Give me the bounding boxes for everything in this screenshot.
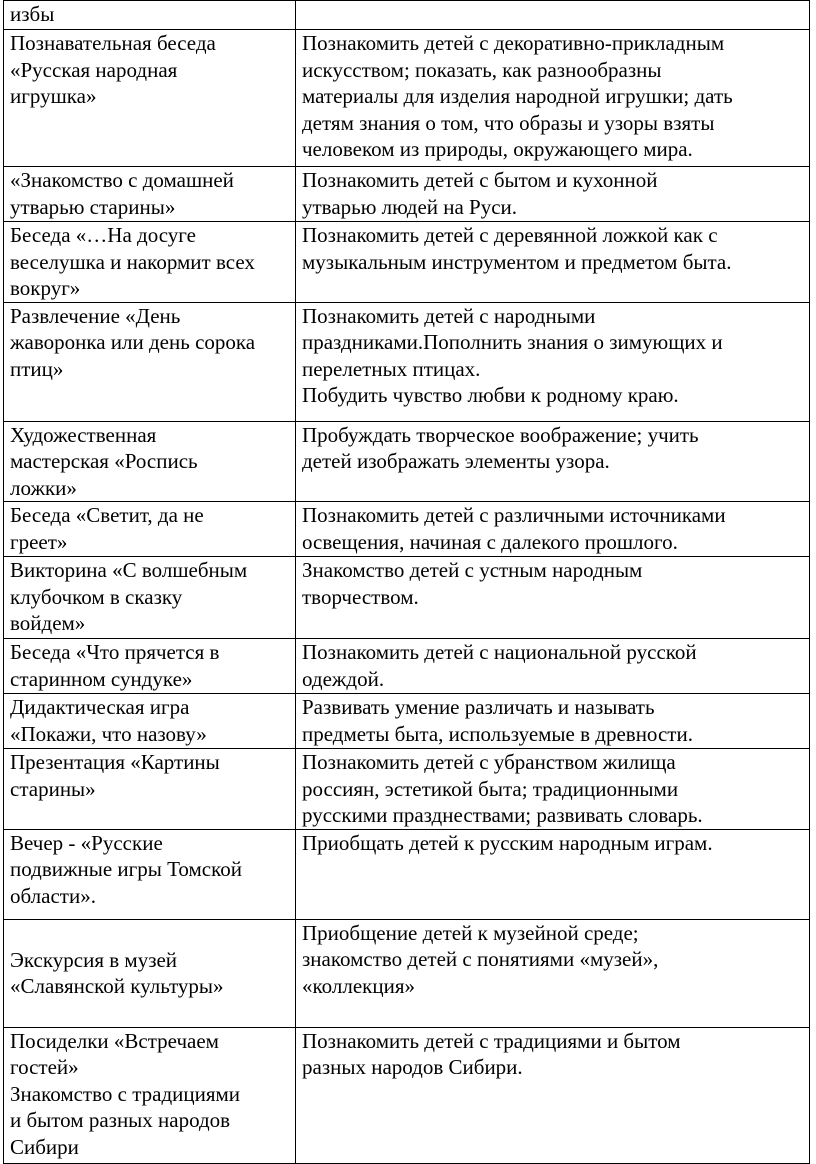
event-cell: [4, 302, 296, 421]
event-text: Беседа «Светит, да не греет»: [10, 503, 204, 554]
goal-text: Познакомить детей с национальной русской одеждой.: [302, 640, 697, 691]
event-cell: [4, 30, 296, 167]
goal-text: Пробуждать творческое воображение; учить детей изображать элементы узора.: [302, 422, 699, 473]
table-row: [4, 302, 810, 421]
event-text: Дидактическая игра «Покажи, что назову»: [10, 695, 207, 746]
goal-cell: [296, 167, 810, 222]
goal-text: Приобщать детей к русским народным играм.: [302, 830, 713, 855]
table-row: [4, 639, 810, 694]
goal-text: Познакомить детей с народными праздниками.Пополнить знания о зимующих и перелетных птицах. Побудить чувство любви к родному краю.: [302, 303, 723, 407]
table-row: [4, 502, 810, 557]
event-cell: [4, 421, 296, 502]
goal-cell: [296, 421, 810, 502]
goal-cell: [296, 919, 810, 1027]
table-row: [4, 694, 810, 749]
goal-text: Развивать умение различать и называть предметы быта, используемые в древности.: [302, 695, 693, 746]
event-text: Викторина «С волшебным клубочком в сказку войдем»: [10, 558, 248, 635]
event-cell: [4, 919, 296, 1027]
event-text: «Знакомство с домашней утварью старины»: [10, 168, 234, 219]
event-cell: [4, 167, 296, 222]
event-text: Презентация «Картины старины»: [10, 750, 220, 801]
event-cell: [4, 694, 296, 749]
goal-text: Познакомить детей с деревянной ложкой как с музыкальным инструментом и предметом быта.: [302, 223, 732, 274]
event-text: Посиделки «Встречаем гостей» Знакомство с традициями и бытом разных народов Сибири: [10, 1028, 241, 1159]
table-row: [4, 749, 810, 830]
goal-cell: [296, 302, 810, 421]
goal-cell: [296, 694, 810, 749]
goal-cell: [296, 639, 810, 694]
goal-cell: [296, 749, 810, 830]
goal-cell: [296, 502, 810, 557]
goal-text: Познакомить детей с декоративно-прикладным искусством; показать, как разнообразны материалы для изделия народной игрушки; дать детям знания о том, что образы и узоры взяты человеком из природы, окружающего мира.: [302, 31, 733, 161]
table-row: [4, 919, 810, 1027]
event-cell: [4, 1, 296, 30]
goal-cell: [296, 1, 810, 30]
event-text: Художественная мастерская «Роспись ложки»: [10, 422, 198, 500]
event-text: избы: [10, 2, 55, 26]
goal-text: Познакомить детей с бытом и кухонной утварью людей на Руси.: [302, 168, 658, 219]
goal-text: Познакомить детей с традициями и бытом разных народов Сибири.: [302, 1028, 681, 1079]
event-text: Вечер - «Русские подвижные игры Томской области».: [10, 830, 242, 908]
event-cell: [4, 749, 296, 830]
table-row: [4, 30, 810, 167]
event-text: Беседа «Что прячется в старинном сундуке»: [10, 640, 220, 691]
goal-text: Познакомить детей с убранством жилища россиян, эстетикой быта; традиционными русскими празднествами; развивать словарь.: [302, 750, 703, 827]
table-row: [4, 167, 810, 222]
table-row: [4, 829, 810, 919]
goal-cell: [296, 829, 810, 919]
event-text: Развлечение «День жаворонка или день сорока птиц»: [10, 303, 256, 381]
goal-text: Знакомство детей с устным народным творчеством.: [302, 558, 643, 609]
goal-cell: [296, 30, 810, 167]
event-cell: [4, 502, 296, 557]
event-cell: [4, 1027, 296, 1163]
table-row: [4, 222, 810, 303]
event-text: Экскурсия в музей «Славянской культуры»: [10, 947, 224, 998]
event-cell: [4, 222, 296, 303]
events-table: [3, 0, 810, 1164]
table-row: [4, 557, 810, 639]
table-row: [4, 1, 810, 30]
goal-cell: [296, 557, 810, 639]
goal-cell: [296, 222, 810, 303]
goal-text: Познакомить детей с различными источниками освещения, начиная с далекого прошлого.: [302, 503, 726, 554]
event-text: Познавательная беседа «Русская народная игрушка»: [10, 31, 216, 108]
event-text: Беседа «…На досуге веселушка и накормит всех вокруг»: [10, 223, 255, 300]
event-cell: [4, 829, 296, 919]
event-cell: [4, 639, 296, 694]
table-row: [4, 1027, 810, 1163]
event-cell: [4, 557, 296, 639]
table-row: [4, 421, 810, 502]
goal-text: Приобщение детей к музейной среде; знакомство детей с понятиями «музей», «коллекция»: [302, 920, 659, 998]
goal-cell: [296, 1027, 810, 1163]
